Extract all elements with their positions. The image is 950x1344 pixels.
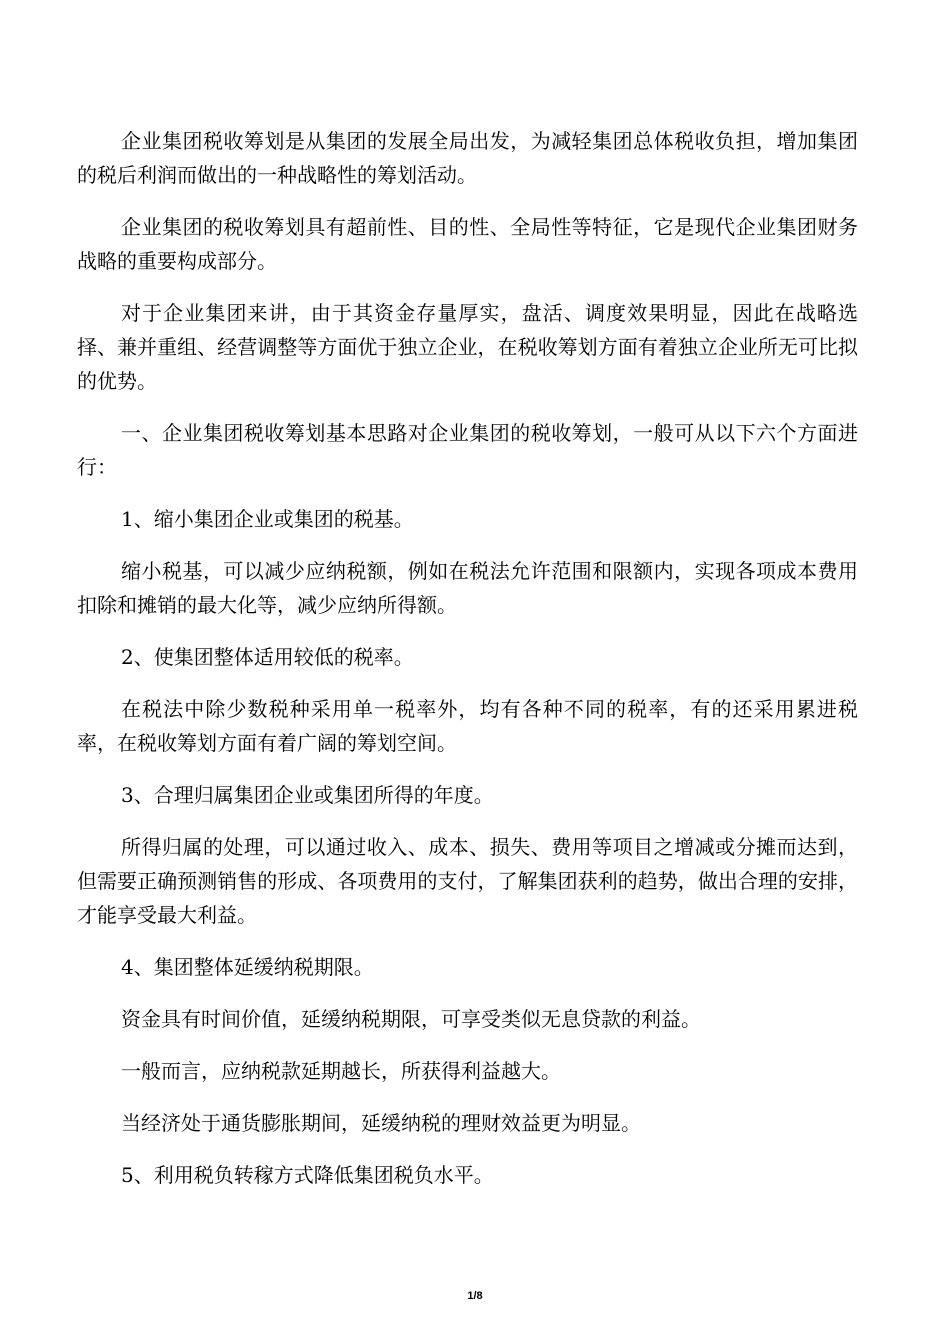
list-item-heading-2: 2、使集团整体适用较低的税率。 bbox=[121, 645, 414, 669]
paragraph-item-4a: 资金具有时间价值，延缓纳税期限，可享受类似无息贷款的利益。 bbox=[121, 1007, 701, 1031]
section-heading-basic-approach: 一、企业集团税收筹划基本思路对企业集团的税收筹划，一般可从以下六个方面进行： bbox=[77, 421, 858, 479]
paragraph-item-4b: 一般而言，应纳税款延期越长，所获得利益越大。 bbox=[121, 1059, 561, 1083]
list-item-heading-4: 4、集团整体延缓纳税期限。 bbox=[121, 955, 374, 979]
list-item-heading-5: 5、利用税负转稼方式降低集团税负水平。 bbox=[121, 1163, 494, 1187]
paragraph-item-1: 缩小税基，可以减少应纳税额，例如在税法允许范围和限额内，实现各项成本费用扣除和摊销的最大化等，减少应纳所得额。 bbox=[77, 559, 858, 617]
paragraph-item-2: 在税法中除少数税种采用单一税率外，均有各种不同的税率，有的还采用累进税率，在税收筹划方面有着广阔的筹划空间。 bbox=[77, 697, 858, 755]
paragraph-intro: 企业集团税收筹划是从集团的发展全局出发，为减轻集团总体税收负担，增加集团的税后利润而做出的一种战略性的筹划活动。 bbox=[77, 129, 858, 187]
list-item-heading-1: 1、缩小集团企业或集团的税基。 bbox=[121, 507, 414, 531]
document-body bbox=[77, 124, 858, 1210]
paragraph-advantages: 对于企业集团来讲，由于其资金存量厚实，盘活、调度效果明显，因此在战略选择、兼并重组、经营调整等方面优于独立企业，在税收筹划方面有着独立企业所无可比拟的优势。 bbox=[77, 301, 858, 393]
page-number: 1/8 bbox=[467, 1290, 483, 1302]
paragraph-item-3: 所得归属的处理，可以通过收入、成本、损失、费用等项目之增减或分摊而达到，但需要正确预测销售的形成、各项费用的支付，了解集团获利的趋势，做出合理的安排，才能享受最大利益。 bbox=[77, 835, 858, 927]
paragraph-item-4c: 当经济处于通货膨胀期间，延缓纳税的理财效益更为明显。 bbox=[121, 1111, 641, 1135]
list-item-heading-3: 3、合理归属集团企业或集团所得的年度。 bbox=[121, 783, 494, 807]
paragraph-features: 企业集团的税收筹划具有超前性、目的性、全局性等特征，它是现代企业集团财务战略的重要构成部分。 bbox=[77, 215, 858, 273]
